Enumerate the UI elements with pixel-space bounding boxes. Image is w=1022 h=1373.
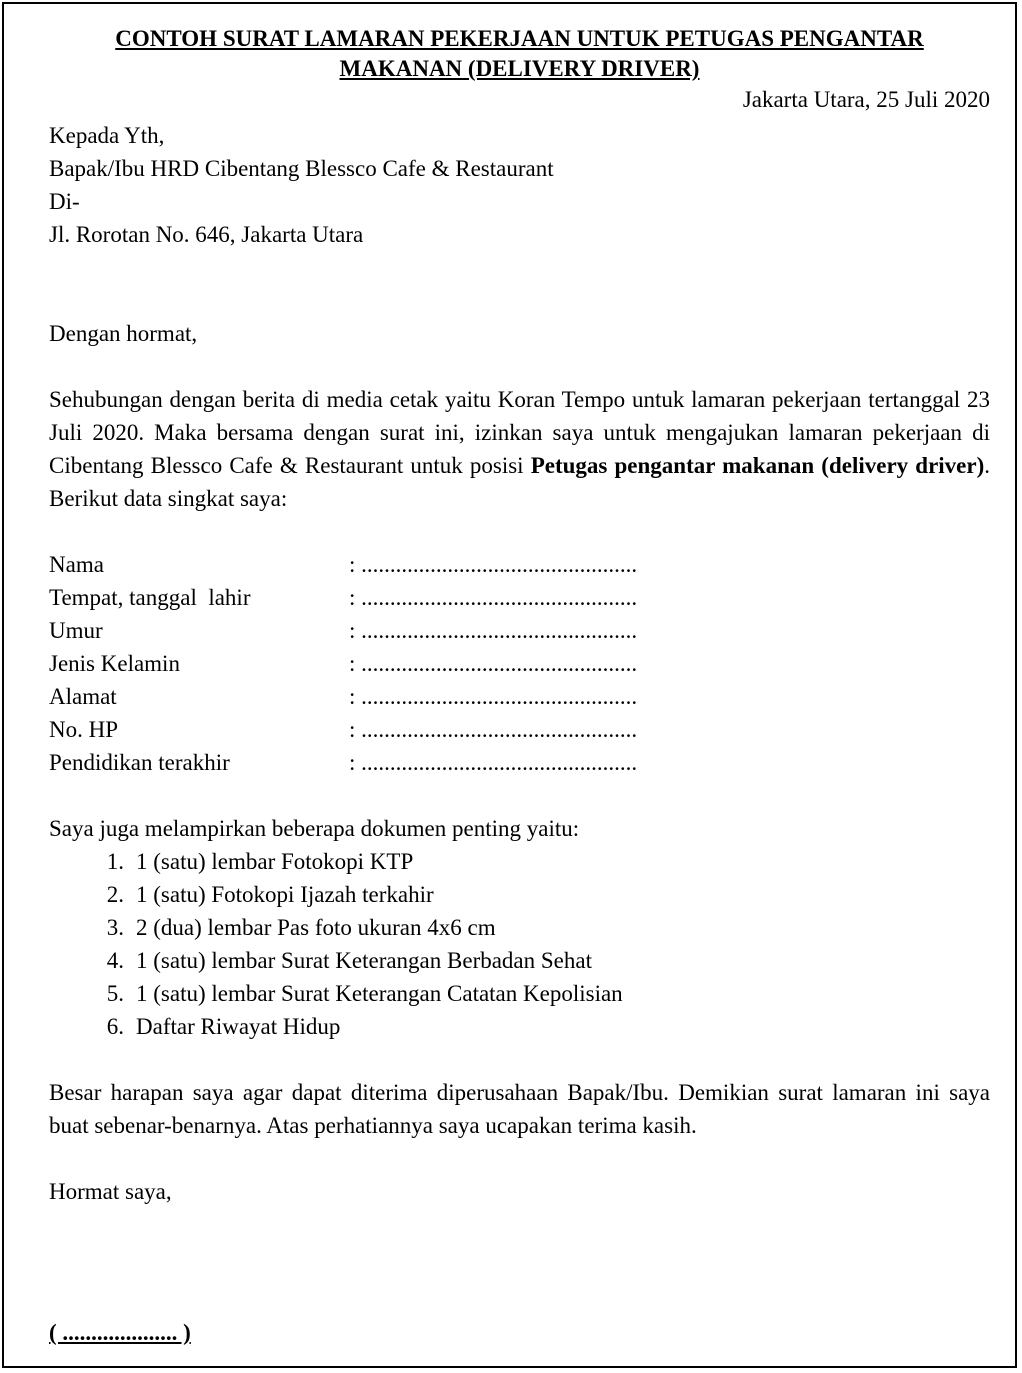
opening-paragraph xyxy=(49,383,990,515)
letter-title xyxy=(49,24,990,84)
identity-label: Jenis Kelamin xyxy=(49,651,180,676)
identity-row xyxy=(49,581,990,614)
list-item-number: 6. xyxy=(106,1014,124,1039)
identity-label: No. HP xyxy=(49,717,119,742)
recipient-location-prefix: Di- xyxy=(49,189,80,214)
identity-row xyxy=(49,680,990,713)
list-item-number: 5. xyxy=(106,981,124,1006)
list-item xyxy=(49,845,990,878)
list-item-text: 1 (satu) lembar Fotokopi KTP xyxy=(136,849,414,874)
list-item-text: Daftar Riwayat Hidup xyxy=(136,1014,341,1039)
list-item xyxy=(49,878,990,911)
recipient-block xyxy=(49,119,990,251)
list-item xyxy=(49,977,990,1010)
list-item-text: 1 (satu) Fotokopi Ijazah terkahir xyxy=(136,882,434,907)
attachments-intro: Saya juga melampirkan beberapa dokumen penting yaitu: xyxy=(49,816,580,841)
identity-value: : ................................................ xyxy=(349,618,638,643)
list-item xyxy=(49,944,990,977)
closing-paragraph: Besar harapan saya agar dapat diterima diperusahaan Bapak/Ibu. Demikian surat lamaran ini saya buat sebenar-benarnya. Atas perhatiannya saya ucapakan terima kasih. xyxy=(49,1080,990,1138)
identity-value: : ................................................ xyxy=(349,717,638,742)
list-item-number: 2. xyxy=(106,882,124,907)
list-item-text: 1 (satu) lembar Surat Keterangan Berbadan Sehat xyxy=(136,948,592,973)
regards: Hormat saya, xyxy=(49,1179,172,1204)
letter-body xyxy=(49,24,990,1208)
identity-label: Nama xyxy=(49,552,104,577)
list-item-number: 1. xyxy=(106,849,124,874)
letter-date: Jakarta Utara, 25 Juli 2020 xyxy=(742,87,990,112)
recipient-address: Jl. Rorotan No. 646, Jakarta Utara xyxy=(49,222,364,247)
signature-placeholder: ( .................... ) xyxy=(49,1320,191,1345)
identity-row xyxy=(49,548,990,581)
list-item-number: 3. xyxy=(106,915,124,940)
identity-value: : ................................................ xyxy=(349,750,638,775)
identity-label: Pendidikan terakhir xyxy=(49,750,230,775)
list-item xyxy=(49,1010,990,1043)
identity-value: : ................................................ xyxy=(349,585,638,610)
identity-value: : ................................................ xyxy=(349,651,638,676)
recipient-salutation: Kepada Yth, xyxy=(49,123,165,148)
list-item xyxy=(49,911,990,944)
title-line-2: MAKANAN (DELIVERY DRIVER) xyxy=(339,56,700,81)
identity-row xyxy=(49,647,990,680)
position-title: Petugas pengantar makanan (delivery driver) xyxy=(530,453,985,478)
identity-label: Alamat xyxy=(49,684,117,709)
identity-value: : ................................................ xyxy=(349,552,638,577)
recipient-name: Bapak/Ibu HRD Cibentang Blessco Cafe & Restaurant xyxy=(49,156,554,181)
title-line-1: CONTOH SURAT LAMARAN PEKERJAAN UNTUK PETUGAS PENGANTAR xyxy=(115,26,924,51)
greeting: Dengan hormat, xyxy=(49,321,198,346)
identity-label: Umur xyxy=(49,618,103,643)
list-item-text: 2 (dua) lembar Pas foto ukuran 4x6 cm xyxy=(136,915,496,940)
opening-text: Sehubungan dengan berita di media cetak yaitu Koran Tempo untuk lamaran pekerjaan tertanggal 23 Juli 2020. Maka bersama dengan surat ini, izinkan saya untuk mengajukan lamaran pekerjaan di Cibentang Blessco Cafe & Restaurant untuk posisi xyxy=(49,387,990,478)
identity-label: Tempat, tanggal lahir xyxy=(49,585,251,610)
opening-text-end: . Berikut data singkat saya: xyxy=(49,453,990,511)
identity-row xyxy=(49,614,990,647)
identity-value: : ................................................ xyxy=(349,684,638,709)
list-item-number: 4. xyxy=(106,948,124,973)
list-item-text: 1 (satu) lembar Surat Keterangan Catatan Kepolisian xyxy=(136,981,623,1006)
attachments-list xyxy=(49,845,990,1043)
identity-row xyxy=(49,746,990,779)
identity-row xyxy=(49,713,990,746)
identity-table xyxy=(49,548,990,779)
